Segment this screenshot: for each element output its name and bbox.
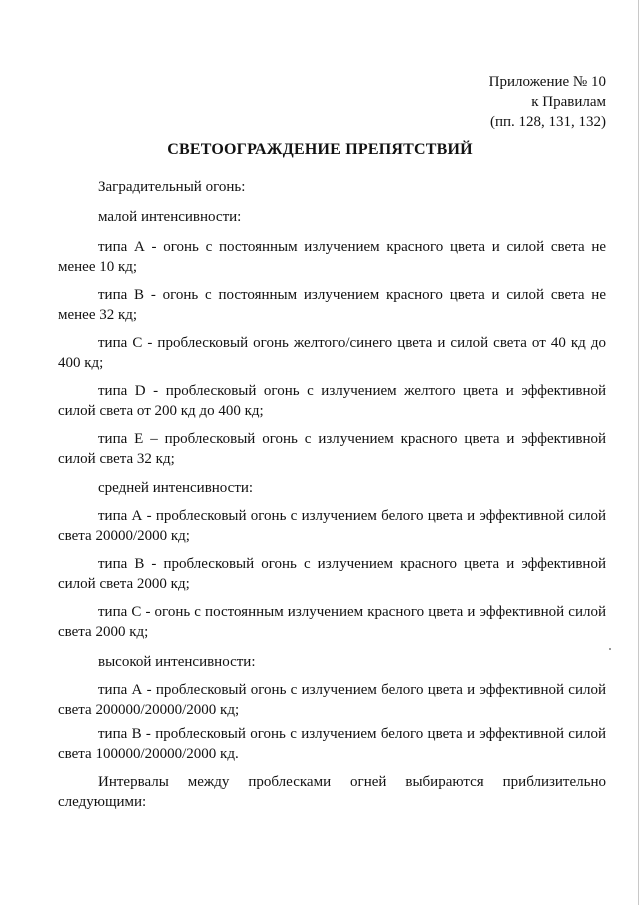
paragraph-low-type-e-cont bbox=[58, 449, 606, 469]
paragraph-line-2: света 20000/2000 кд; bbox=[58, 528, 190, 544]
paragraph-low-type-b bbox=[58, 285, 606, 305]
appendix-clauses: (пп. 128, 131, 132) bbox=[489, 114, 606, 130]
paragraph-low-type-a-cont bbox=[58, 257, 606, 277]
appendix-header bbox=[489, 72, 606, 132]
paragraph-medium-type-a-cont bbox=[58, 526, 606, 546]
paragraph-line-1: типа С - огонь с постоянным излучением красного цвета и эффективной силой bbox=[98, 604, 606, 620]
paragraph-line-1: типа А - проблесковый огонь с излучением белого цвета и эффективной силой bbox=[98, 682, 606, 698]
paragraph-line-2: силой света 32 кд; bbox=[58, 451, 175, 467]
paragraph-text: Заградительный огонь: bbox=[98, 179, 246, 195]
paragraph-text: высокой интенсивности: bbox=[98, 654, 256, 670]
scan-speck bbox=[609, 648, 611, 650]
paragraph-line-2: 400 кд; bbox=[58, 355, 104, 371]
paragraph-high-type-a bbox=[58, 680, 606, 700]
paragraph-line-1: типа Е – проблесковый огонь с излучением красного цвета и эффективной bbox=[98, 431, 606, 447]
paragraph-line-2: менее 10 кд; bbox=[58, 259, 138, 275]
paragraph-high-type-a-cont bbox=[58, 700, 606, 720]
paragraph-line-2: света 200000/20000/2000 кд; bbox=[58, 702, 240, 718]
paragraph-low-type-b-cont bbox=[58, 305, 606, 325]
document-title: СВЕТООГРАЖДЕНИЕ ПРЕПЯТСТВИЙ bbox=[167, 141, 473, 158]
paragraph-medium-type-b bbox=[58, 554, 606, 574]
paragraph-low-type-d-cont bbox=[58, 401, 606, 421]
paragraph-line-2: силой света 2000 кд; bbox=[58, 576, 190, 592]
paragraph-line-1: типа В - проблесковый огонь с излучением красного цвета и эффективной bbox=[98, 556, 606, 572]
paragraph-high-intensity-heading bbox=[58, 652, 606, 672]
paragraph-text: малой интенсивности: bbox=[98, 209, 242, 225]
paragraph-high-type-b bbox=[58, 724, 606, 744]
paragraph-low-type-c bbox=[58, 333, 606, 353]
paragraph-high-type-b-cont bbox=[58, 744, 606, 764]
paragraph-line-1: типа В - проблесковый огонь с излучением белого цвета и эффективной силой bbox=[98, 726, 606, 742]
paragraph-low-intensity-heading bbox=[58, 207, 606, 227]
paragraph-flash-intervals-cont bbox=[58, 792, 606, 812]
paragraph-medium-type-c-cont bbox=[58, 622, 606, 642]
paragraph-line-1: типа А - огонь с постоянным излучением красного цвета и силой света не bbox=[98, 239, 606, 255]
paragraph-medium-type-c bbox=[58, 602, 606, 622]
paragraph-text: средней интенсивности: bbox=[98, 480, 254, 496]
paragraph-medium-intensity-heading bbox=[58, 478, 606, 498]
paragraph-line-2: менее 32 кд; bbox=[58, 307, 138, 323]
paragraph-line-2: света 100000/20000/2000 кд. bbox=[58, 746, 239, 762]
paragraph-low-type-a bbox=[58, 237, 606, 257]
paragraph-low-type-c-cont bbox=[58, 353, 606, 373]
paragraph-line-2: следующими: bbox=[58, 794, 147, 810]
paragraph-medium-type-b-cont bbox=[58, 574, 606, 594]
paragraph-low-type-d bbox=[58, 381, 606, 401]
paragraph-line-1: типа А - проблесковый огонь с излучением белого цвета и эффективной силой bbox=[98, 508, 606, 524]
paragraph-medium-type-a bbox=[58, 506, 606, 526]
paragraph-low-type-e bbox=[58, 429, 606, 449]
paragraph-barrier-light bbox=[58, 177, 606, 197]
paragraph-line-2: силой света от 200 кд до 400 кд; bbox=[58, 403, 264, 419]
paragraph-flash-intervals bbox=[58, 772, 606, 792]
paragraph-line-1: типа В - огонь с постоянным излучением красного цвета и силой света не bbox=[98, 287, 606, 303]
page-edge-line bbox=[638, 0, 639, 905]
paragraph-line-2: света 2000 кд; bbox=[58, 624, 149, 640]
appendix-number: Приложение № 10 bbox=[488, 74, 606, 90]
paragraph-line-1: типа С - проблесковый огонь желтого/синего цвета и силой света от 40 кд до bbox=[98, 335, 606, 351]
appendix-rules-reference: к Правилам bbox=[531, 94, 606, 110]
paragraph-line-1: типа D - проблесковый огонь с излучением желтого цвета и эффективной bbox=[98, 383, 606, 399]
paragraph-line-1: Интервалы между проблесками огней выбираются приблизительно bbox=[98, 774, 606, 790]
